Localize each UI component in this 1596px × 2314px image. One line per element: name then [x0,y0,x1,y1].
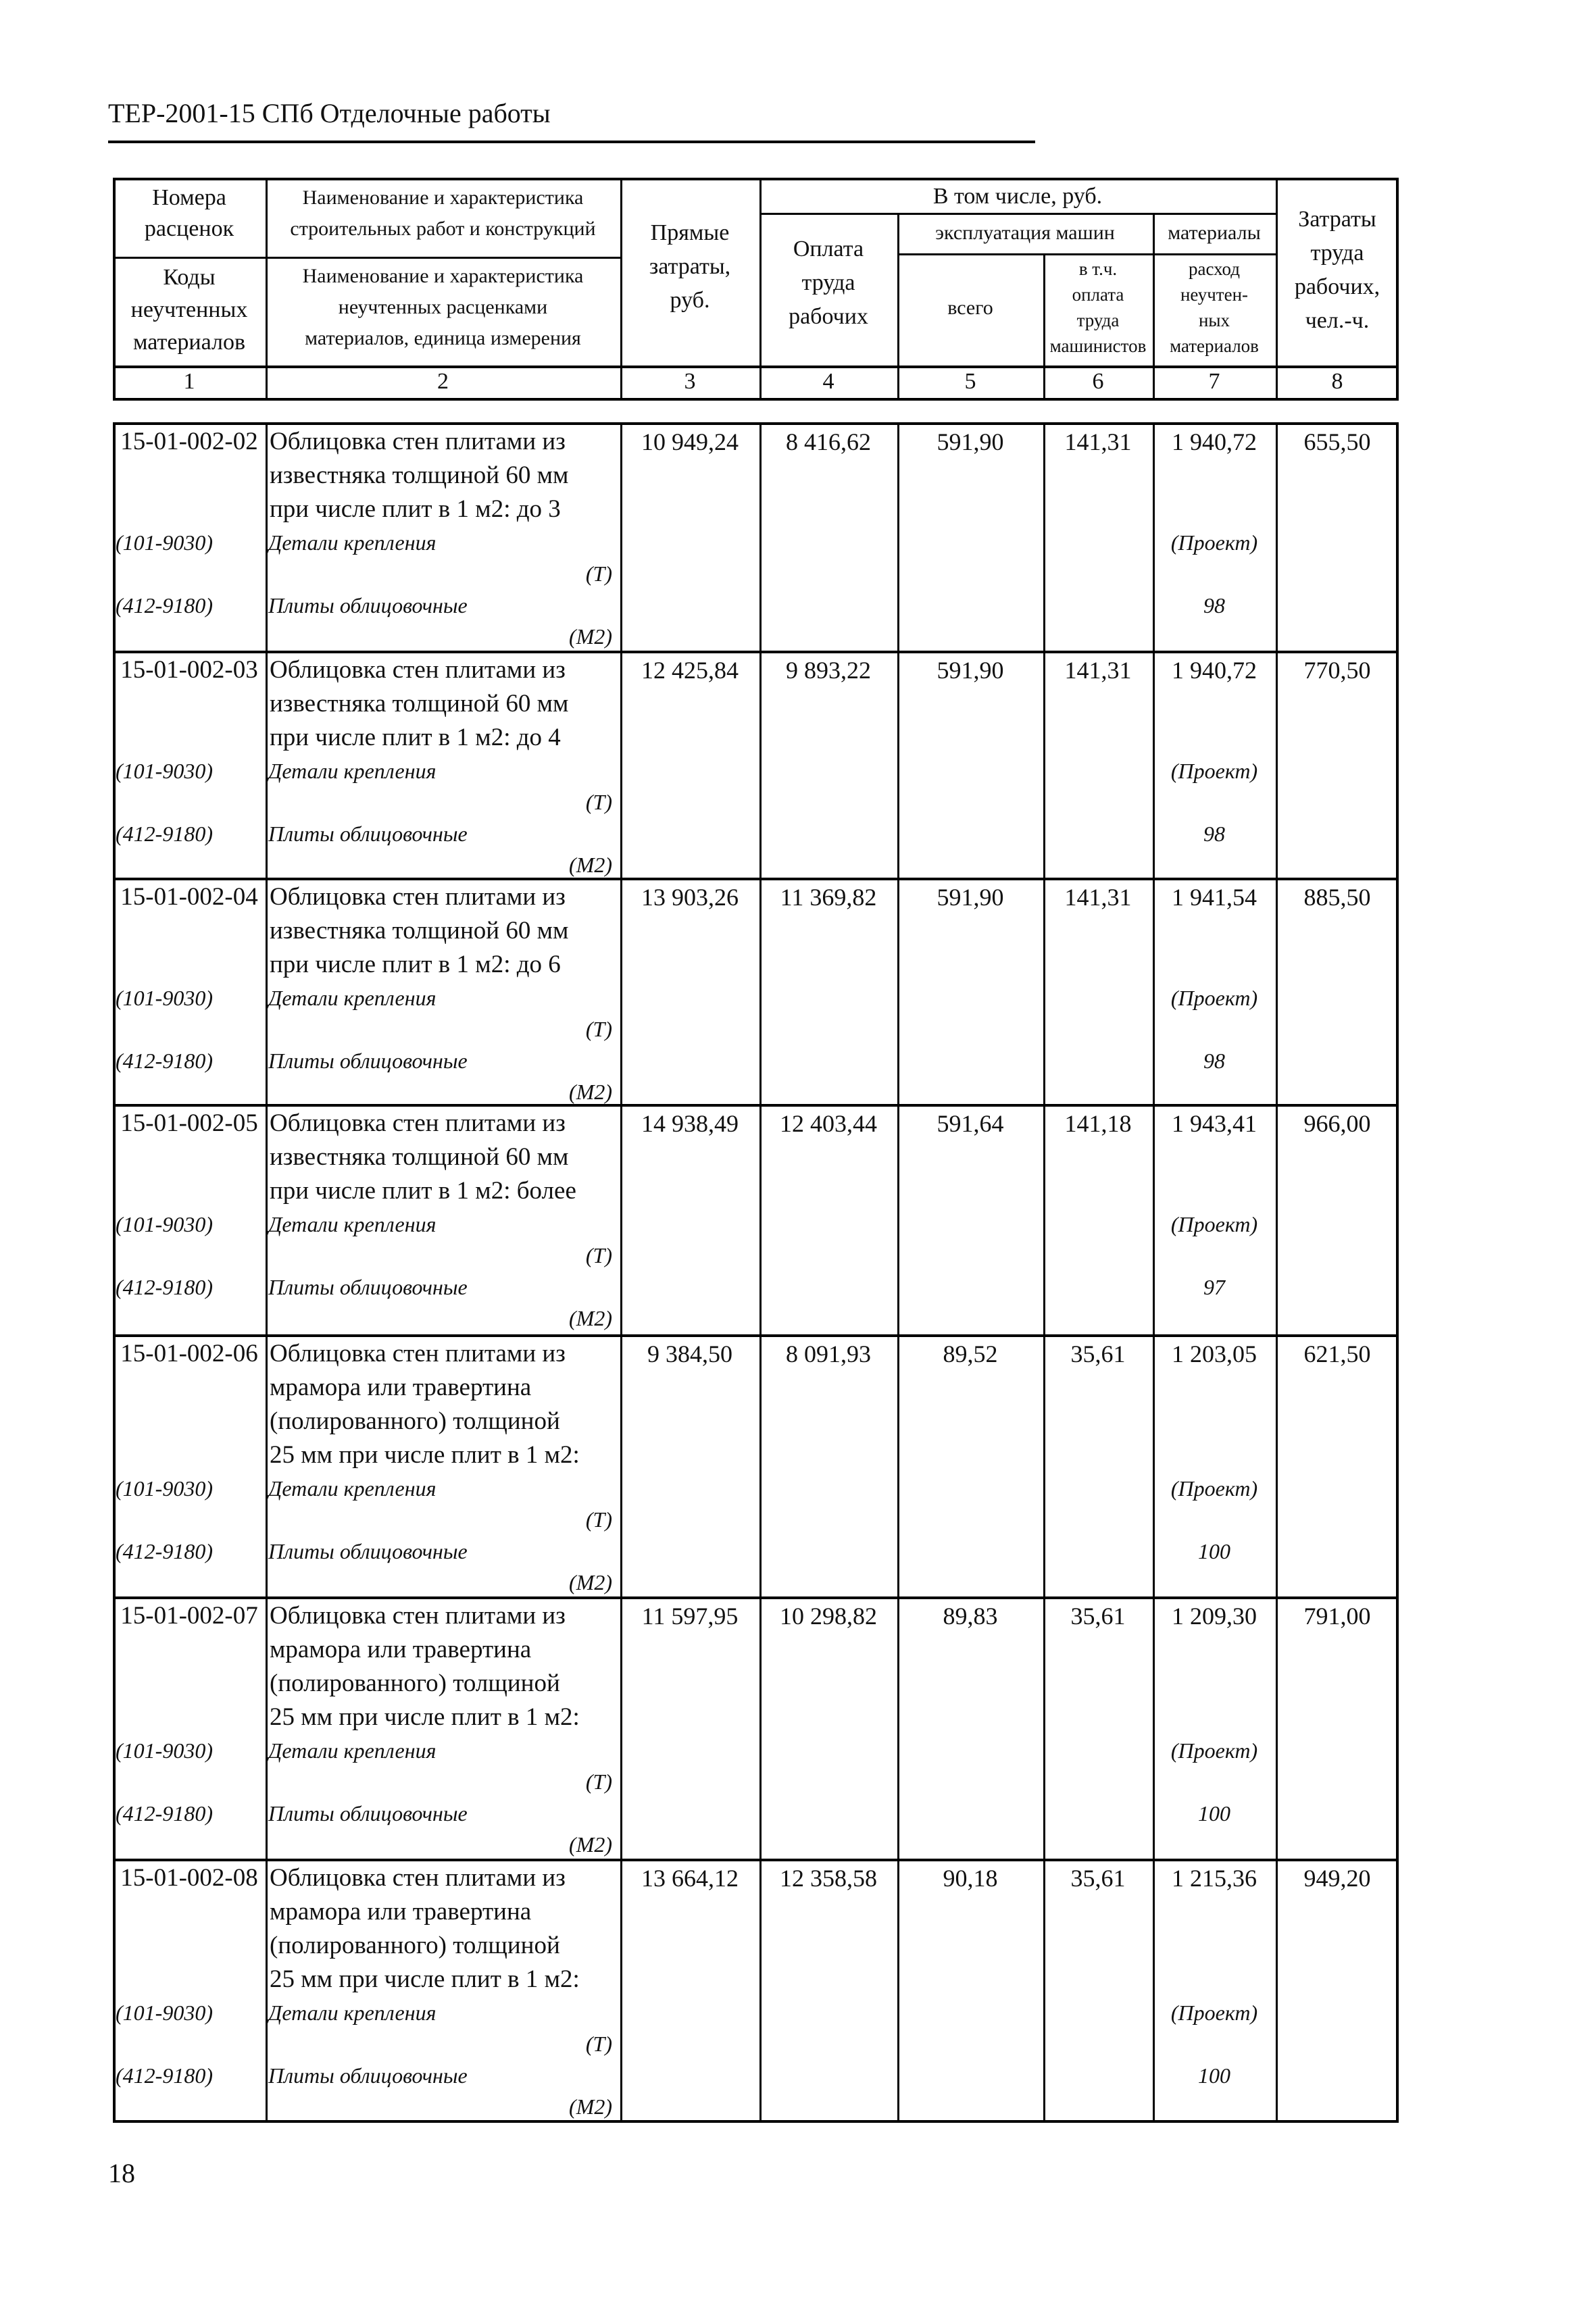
machinists-wages-value: 141,31 [1064,884,1132,911]
material-use: (Проект) [1170,530,1258,555]
materials-name-label-line-2: неучтенных расценками [338,296,548,318]
material-name: Детали крепления [268,2001,437,2025]
material-use: (Проект) [1170,759,1258,783]
material-use: (Проект) [1170,1212,1258,1236]
work-description-line-3: при числе плит в 1 м2: до 4 [270,724,561,751]
wages-value: 12 358,58 [780,1865,877,1892]
column-number-1: 1 [183,369,195,394]
work-description-line-2: известняка толщиной 60 мм [270,461,569,489]
work-description-line-2: мрамора или травертина [270,1636,532,1663]
labor-value: 655,50 [1303,428,1371,455]
direct-costs-label-line-2: затраты, [649,254,731,279]
material-use: 97 [1203,1275,1225,1299]
machinists-wages-value: 141,31 [1064,657,1132,684]
incl-machinists-label-line-1: в т.ч. [1078,259,1118,279]
work-description-line-2: мрамора или травертина [270,1374,532,1401]
rate-code: 15-01-002-07 [120,1602,258,1630]
material-code: (412-9180) [116,1049,213,1073]
direct-costs-value: 10 949,24 [641,428,739,455]
direct-costs-value: 12 425,84 [641,657,739,684]
rate-code: 15-01-002-02 [120,428,258,455]
labor-value: 770,50 [1303,657,1371,684]
material-use: 98 [1203,593,1225,618]
work-description-line-3: при числе плит в 1 м2: более [270,1177,576,1205]
material-use: 100 [1198,1801,1230,1826]
material-name: Плиты облицовочные [268,1539,468,1563]
material-name: Детали крепления [268,1738,437,1763]
material-code: (412-9180) [116,1539,213,1563]
material-unit: (М2) [569,1306,612,1330]
materials-name-label-line-1: Наименование и характеристика [302,265,584,287]
rate-code: 15-01-002-03 [120,656,258,684]
direct-costs-value: 14 938,49 [641,1110,739,1137]
machines-total-value: 89,83 [943,1603,998,1630]
machines-total-value: 89,52 [943,1340,998,1367]
machinists-wages-value: 35,61 [1070,1865,1126,1892]
work-description-line-4: 25 мм при числе плит в 1 м2: [270,1703,580,1731]
work-description-line-3: (полированного) толщиной [270,1932,560,1959]
material-code: (101-9030) [116,2001,213,2025]
material-name: Детали крепления [268,1476,437,1501]
materials-value: 1 943,41 [1172,1110,1257,1137]
labor-label-line-1: Затраты [1298,207,1376,232]
material-name: Плиты облицовочные [268,593,468,618]
materials-value: 1 941,54 [1172,884,1257,911]
labor-value: 621,50 [1303,1340,1371,1367]
rate-numbers-label-line-2: расценок [144,216,234,241]
machines-label: эксплуатация машин [935,222,1115,244]
material-use: (Проект) [1170,986,1258,1010]
column-number-3: 3 [684,369,696,394]
material-code: (101-9030) [116,530,213,555]
column-number-2: 2 [437,369,449,394]
work-description-line-1: Облицовка стен плитами из [270,428,566,455]
materials-name-label-line-3: материалов, единица измерения [305,327,581,349]
machinists-wages-value: 35,61 [1070,1340,1126,1367]
material-use: (Проект) [1170,2001,1258,2025]
labor-value: 949,20 [1303,1865,1371,1892]
work-description-line-1: Облицовка стен плитами из [270,883,566,911]
material-unit: (М2) [569,2094,612,2119]
material-unit: (Т) [585,1769,612,1794]
material-name: Детали крепления [268,986,437,1010]
direct-costs-value: 9 384,50 [647,1340,732,1367]
machinists-wages-value: 141,31 [1064,428,1132,455]
material-code: (412-9180) [116,1801,213,1826]
unaccounted-use-label-line-3: ных [1198,310,1230,330]
work-description-line-2: известняка толщиной 60 мм [270,917,569,945]
unaccounted-use-label-line-4: материалов [1170,336,1259,356]
material-name: Плиты облицовочные [268,1275,468,1299]
material-name: Плиты облицовочные [268,822,468,846]
unaccounted-use-label-line-2: неучтен- [1180,284,1249,305]
labor-value: 791,00 [1303,1603,1371,1630]
header-hline-names [113,257,620,259]
material-use: 98 [1203,1049,1225,1073]
material-unit: (Т) [585,790,612,814]
direct-costs-value: 11 597,95 [641,1603,739,1630]
column-number-8: 8 [1331,369,1343,394]
material-name: Плиты облицовочные [268,1801,468,1826]
wages-label-line-2: труда [801,270,855,295]
material-unit: (Т) [585,1017,612,1041]
header-hline-machines [897,253,1153,255]
material-name: Плиты облицовочные [268,1049,468,1073]
material-unit: (М2) [569,853,612,877]
wages-label-line-1: Оплата [793,236,864,261]
wages-value: 10 298,82 [780,1603,877,1630]
incl-machinists-label-line-4: машинистов [1049,336,1147,356]
labor-label-line-2: труда [1310,241,1364,266]
header-hline-materials [1153,253,1276,255]
labor-label-line-3: рабочих, [1294,274,1380,299]
work-description-line-1: Облицовка стен плитами из [270,656,566,684]
work-description-line-1: Облицовка стен плитами из [270,1864,566,1892]
material-name: Детали крепления [268,1212,437,1236]
title-rule [108,141,1035,143]
work-description-line-1: Облицовка стен плитами из [270,1109,566,1137]
material-unit: (Т) [585,2032,612,2056]
column-number-4: 4 [822,369,834,394]
incl-machinists-label-line-3: труда [1076,310,1120,330]
works-name-label-line-2: строительных работ и конструкций [290,218,596,240]
work-description-line-3: (полированного) толщиной [270,1669,560,1697]
work-description-line-4: 25 мм при числе плит в 1 м2: [270,1965,580,1993]
codes-label-line-2: неучтенных [130,297,248,322]
page-number: 18 [108,2158,135,2188]
material-name: Детали крепления [268,530,437,555]
materials-value: 1 940,72 [1172,657,1257,684]
rate-code: 15-01-002-04 [120,883,258,911]
incl-machinists-label-line-2: оплата [1072,284,1124,305]
header-hline-including [759,213,1276,215]
material-code: (101-9030) [116,1212,213,1236]
wages-value: 8 091,93 [786,1340,871,1367]
rate-numbers-label-line-1: Номера [152,185,226,210]
machines-total-label: всего [947,297,993,319]
wages-value: 11 369,82 [780,884,877,911]
work-description-line-3: при числе плит в 1 м2: до 3 [270,495,561,523]
machinists-wages-value: 35,61 [1070,1603,1126,1630]
material-unit: (М2) [569,1832,612,1857]
material-code: (101-9030) [116,986,213,1010]
materials-label: материалы [1168,222,1261,244]
column-number-5: 5 [964,369,976,394]
machines-total-value: 90,18 [943,1865,998,1892]
codes-label-line-1: Коды [163,265,216,290]
work-description-line-4: 25 мм при числе плит в 1 м2: [270,1441,580,1469]
material-unit: (Т) [585,561,612,586]
wages-value: 12 403,44 [780,1110,877,1137]
material-code: (412-9180) [116,822,213,846]
including-label: В том числе, руб. [932,184,1103,209]
column-number-6: 6 [1092,369,1104,394]
materials-value: 1 203,05 [1172,1340,1257,1367]
material-use: (Проект) [1170,1738,1258,1763]
codes-label-line-3: материалов [132,330,246,355]
direct-costs-label-line-1: Прямые [650,220,730,245]
machines-total-value: 591,90 [937,428,1004,455]
unaccounted-use-label-line-1: расход [1188,259,1241,279]
materials-value: 1 940,72 [1172,428,1257,455]
work-description-line-3: (полированного) толщиной [270,1407,560,1435]
material-unit: (М2) [569,1570,612,1594]
work-description-line-2: мрамора или травертина [270,1898,532,1926]
body-vline-1 [266,422,268,2123]
materials-value: 1 209,30 [1172,1603,1257,1630]
rate-code: 15-01-002-08 [120,1864,258,1892]
material-code: (101-9030) [116,1738,213,1763]
direct-costs-label-line-3: руб. [670,288,710,313]
material-code: (101-9030) [116,759,213,783]
work-description-line-2: известняка толщиной 60 мм [270,690,569,718]
wages-label-line-3: рабочих [789,304,868,329]
machines-total-value: 591,90 [937,657,1004,684]
material-unit: (Т) [585,1243,612,1267]
wages-value: 8 416,62 [786,428,871,455]
labor-label-line-4: чел.-ч. [1305,308,1370,333]
material-unit: (М2) [569,1080,612,1104]
labor-value: 966,00 [1303,1110,1371,1137]
work-description-line-1: Облицовка стен плитами из [270,1602,566,1630]
machinists-wages-value: 141,18 [1064,1110,1132,1137]
column-number-7: 7 [1208,369,1220,394]
machines-total-value: 591,90 [937,884,1004,911]
work-description-line-1: Облицовка стен плитами из [270,1340,566,1367]
material-name: Плиты облицовочные [268,2063,468,2088]
wages-value: 9 893,22 [786,657,871,684]
running-title: ТЕР-2001-15 СПб Отделочные работы [108,98,551,128]
rate-code: 15-01-002-06 [120,1340,258,1367]
material-use: 100 [1198,1539,1230,1563]
works-name-label-line-1: Наименование и характеристика [302,186,584,209]
material-unit: (Т) [585,1507,612,1532]
work-description-line-3: при числе плит в 1 м2: до 6 [270,951,561,978]
materials-value: 1 215,36 [1172,1865,1257,1892]
rate-code: 15-01-002-05 [120,1109,258,1137]
material-use: 100 [1198,2063,1230,2088]
material-code: (412-9180) [116,593,213,618]
material-code: (412-9180) [116,2063,213,2088]
material-name: Детали крепления [268,759,437,783]
material-unit: (М2) [569,624,612,649]
labor-value: 885,50 [1303,884,1371,911]
material-use: (Проект) [1170,1476,1258,1501]
machines-total-value: 591,64 [937,1110,1004,1137]
material-use: 98 [1203,822,1225,846]
material-code: (412-9180) [116,1275,213,1299]
direct-costs-value: 13 664,12 [641,1865,739,1892]
direct-costs-value: 13 903,26 [641,884,739,911]
material-code: (101-9030) [116,1476,213,1501]
work-description-line-2: известняка толщиной 60 мм [270,1143,569,1171]
